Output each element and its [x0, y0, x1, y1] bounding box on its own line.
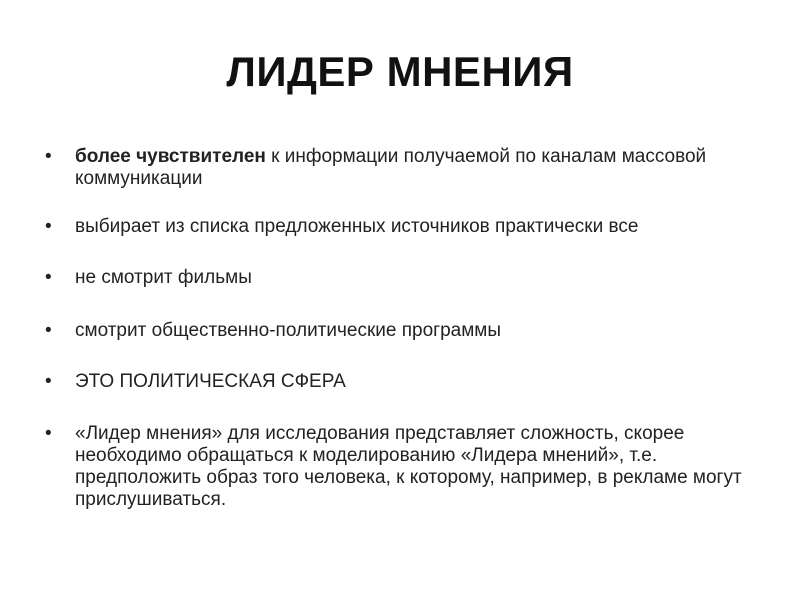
bullet-item [45, 423, 745, 511]
bullet-item [45, 267, 745, 289]
bullet-item [45, 146, 745, 190]
bullet-text: выбирает из списка предложенных источников практически все [75, 216, 639, 237]
slide-title: ЛИДЕР МНЕНИЯ [226, 48, 574, 95]
bullet-dot: • [45, 371, 52, 392]
bullet-plain-text: к информации получаемой по каналам массовой коммуникации [75, 146, 707, 189]
bullet-text: не смотрит фильмы [75, 267, 252, 288]
bullet-text [75, 146, 745, 190]
bullet-dot: • [45, 216, 52, 237]
bullet-strong-text: более чувствителен [75, 146, 266, 167]
bullet-item [45, 320, 745, 342]
bullet-item [45, 216, 745, 238]
bullet-text: смотрит общественно-политические программы [75, 320, 501, 341]
bullet-dot: • [45, 320, 52, 341]
bullet-dot: • [45, 146, 52, 167]
bullet-text: ЭТО ПОЛИТИЧЕСКАЯ СФЕРА [75, 371, 346, 392]
bullet-item [45, 371, 745, 393]
bullet-dot: • [45, 423, 52, 444]
bullet-text: «Лидер мнения» для исследования представляет сложность, скорее необходимо обращаться к моделированию «Лидера мнений», т.е. предположить образ того человека, к которому, например, в рекламе могут прислушиваться. [75, 423, 742, 510]
bullet-dot: • [45, 267, 52, 288]
